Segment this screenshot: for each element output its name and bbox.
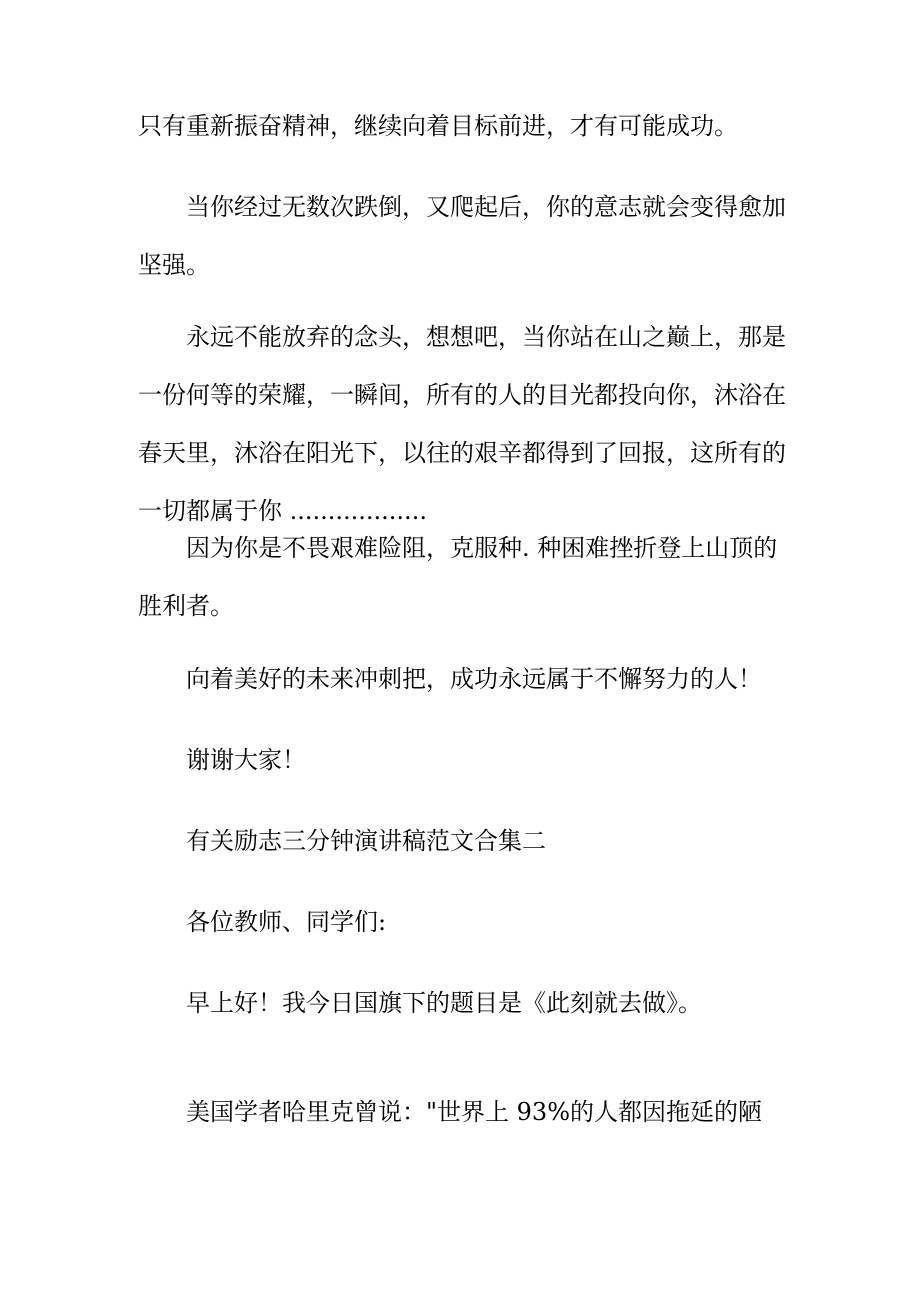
paragraph-5: 向着美好的未来冲刺把，成功永远属于不懈努力的人！ (186, 665, 762, 693)
section-heading: 有关励志三分钟演讲稿范文合集二 (186, 827, 546, 855)
paragraph-4: 因为你是不畏艰难险阻，克服种. 种困难挫折登上山顶的胜利者。 (138, 534, 778, 620)
paragraph-8: 美国学者哈里克曾说："世界上 93%的人都因拖延的陋 (186, 1098, 763, 1126)
paragraph-2: 当你经过无数次跌倒，又爬起后，你的意志就会变得愈加坚强。 (138, 193, 786, 279)
paragraph-7: 早上好！我今日国旗下的题目是《此刻就去做》。 (186, 989, 702, 1017)
paragraph-1: 只有重新振奋精神，继续向着目标前进，才有可能成功。 (138, 112, 738, 140)
paragraph-6: 谢谢大家！ (186, 746, 306, 774)
salutation: 各位教师、同学们: (186, 908, 387, 936)
paragraph-3: 永远不能放弃的念头，想想吧，当你站在山之巅上，那是一份何等的荣耀，一瞬间，所有的人的目光都投向你，沐浴在春天里，沐浴在阳光下，以往的艰辛都得到了回报，这所有的一切都属于你 .................. (138, 323, 786, 525)
